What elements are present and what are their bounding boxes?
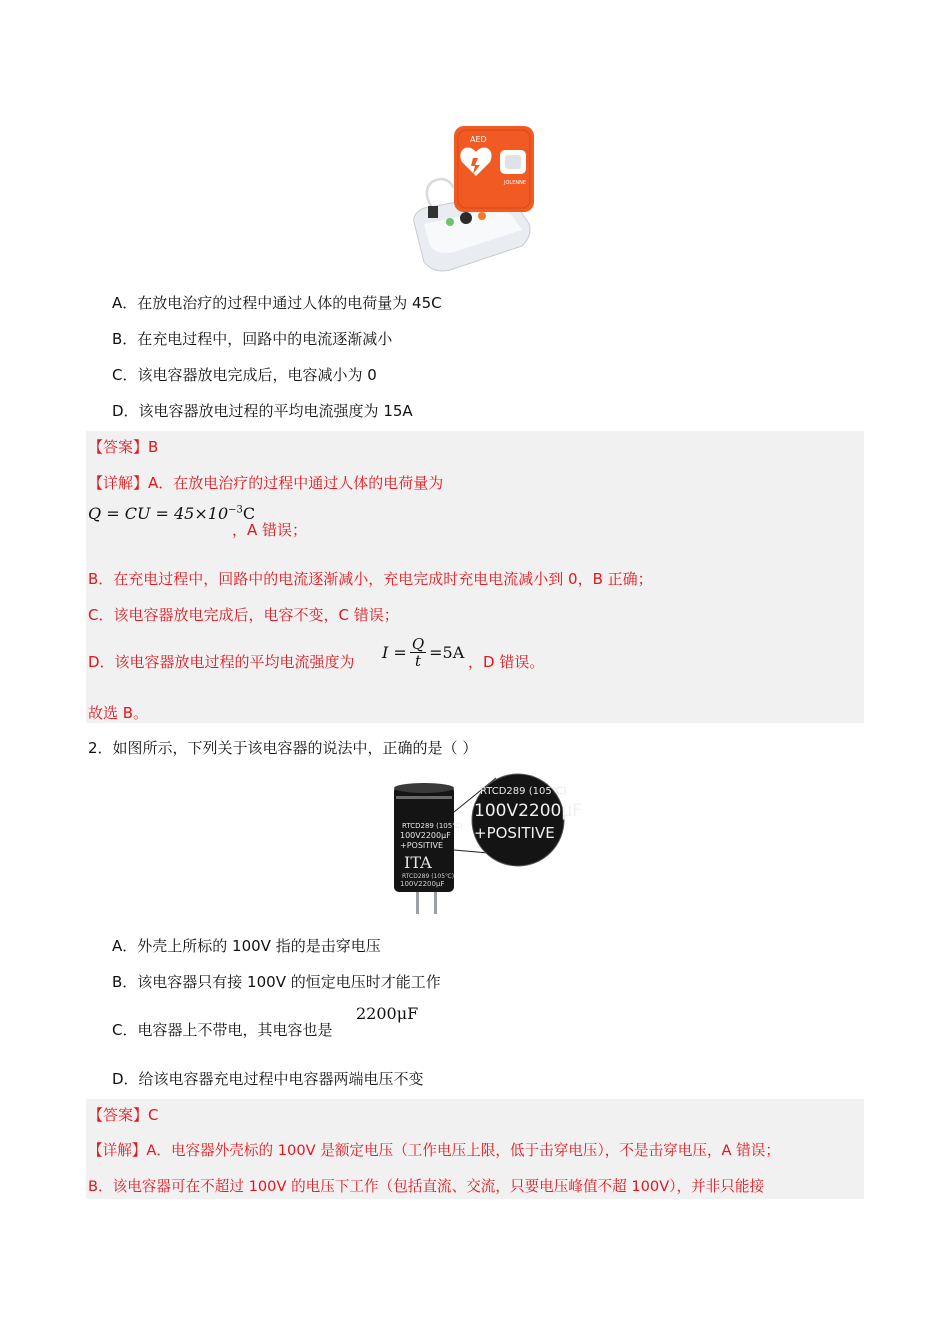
cap-body-l2: 100V2200μF	[400, 831, 451, 840]
cap-zoom-l1: RTCD289 (105℃)	[480, 786, 567, 797]
formula-d-lhs: I =	[382, 643, 407, 662]
q1-option-b: B．在充电过程中，回路中的电流逐渐减小	[112, 330, 393, 348]
q2-detail-a: 【详解】A．电容器外壳标的 100V 是额定电压（工作电压上限，低于击穿电压），不是击穿电压，A 错误；	[88, 1142, 780, 1159]
q1-option-d: D．该电容器放电过程的平均电流强度为 15A	[112, 402, 413, 420]
q1-answer: 【答案】B	[88, 438, 159, 456]
q2-option-b: B．该电容器只有接 100V 的恒定电压时才能工作	[112, 973, 441, 991]
formula-a-main: Q = CU = 45×10	[88, 504, 229, 523]
cap-body-l1: RTCD289 (105℃)	[402, 822, 463, 830]
cap-zoom-l2: 100V2200μF	[474, 801, 582, 821]
cap-body-l3: +POSITIVE	[400, 841, 444, 850]
q2-option-d: D．给该电容器充电过程中电容器两端电压不变	[112, 1070, 424, 1088]
aed-brand: JOLENNE	[504, 180, 526, 186]
formula-a-unit: C	[242, 504, 256, 523]
q1-option-a: A．在放电治疗的过程中通过人体的电荷量为 45C	[112, 294, 442, 312]
formula-a-exp: −3	[228, 504, 243, 516]
q2-option-c: C．电容器上不带电，其电容也是	[112, 1021, 333, 1039]
formula-d-fraction	[410, 636, 426, 669]
aed-label: AED	[470, 135, 487, 144]
q1-detail-a-tail: ，A 错误；	[232, 521, 308, 539]
q1-detail-d-tail: ，D 错误。	[468, 653, 545, 671]
formula-d-num: Q	[411, 635, 425, 653]
q1-formula-d	[382, 636, 464, 669]
q1-option-c: C．该电容器放电完成后，电容减小为 0	[112, 366, 377, 384]
q1-formula-a	[88, 504, 255, 523]
q1-detail-a-line	[88, 473, 443, 493]
q1-detail-c: C．该电容器放电完成后，电容不变，C 错误；	[88, 606, 399, 624]
q1-detail-d-pre: D．该电容器放电过程的平均电流强度为	[88, 653, 355, 671]
q2-answer: 【答案】C	[88, 1106, 159, 1124]
cap-zoom-l3: +POSITIVE	[474, 824, 555, 842]
q2-option-c-formula: 2200μF	[356, 1004, 419, 1023]
formula-d-rhs: =5A	[429, 643, 465, 662]
capacitor-image	[388, 770, 582, 918]
aed-device-image	[410, 122, 540, 274]
q2-detail-b: B．该电容器可在不超过 100V 的电压下工作（包括直流、交流，只要电压峰值不超 100V），并非只能接	[88, 1178, 765, 1195]
cap-body-bottom2: 100V2200μF	[400, 880, 445, 888]
cap-body-bottom1: RTCD289 (105℃)	[402, 873, 455, 880]
q2-option-a: A．外壳上所标的 100V 指的是击穿电压	[112, 937, 381, 955]
formula-d-den: t	[414, 652, 421, 670]
q2-stem: 2．如图所示，下列关于该电容器的说法中，正确的是（ ）	[88, 739, 478, 757]
cap-body-brand: ITA	[404, 853, 432, 872]
q1-conclusion: 故选 B。	[88, 704, 149, 722]
q1-detail-b: B．在充电过程中，回路中的电流逐渐减小，充电完成时充电电流减小到 0，B 正确；	[88, 570, 653, 588]
detail-a-text: A．在放电治疗的过程中通过人体的电荷量为	[148, 474, 444, 492]
detail-prefix: 【详解】	[88, 474, 149, 492]
